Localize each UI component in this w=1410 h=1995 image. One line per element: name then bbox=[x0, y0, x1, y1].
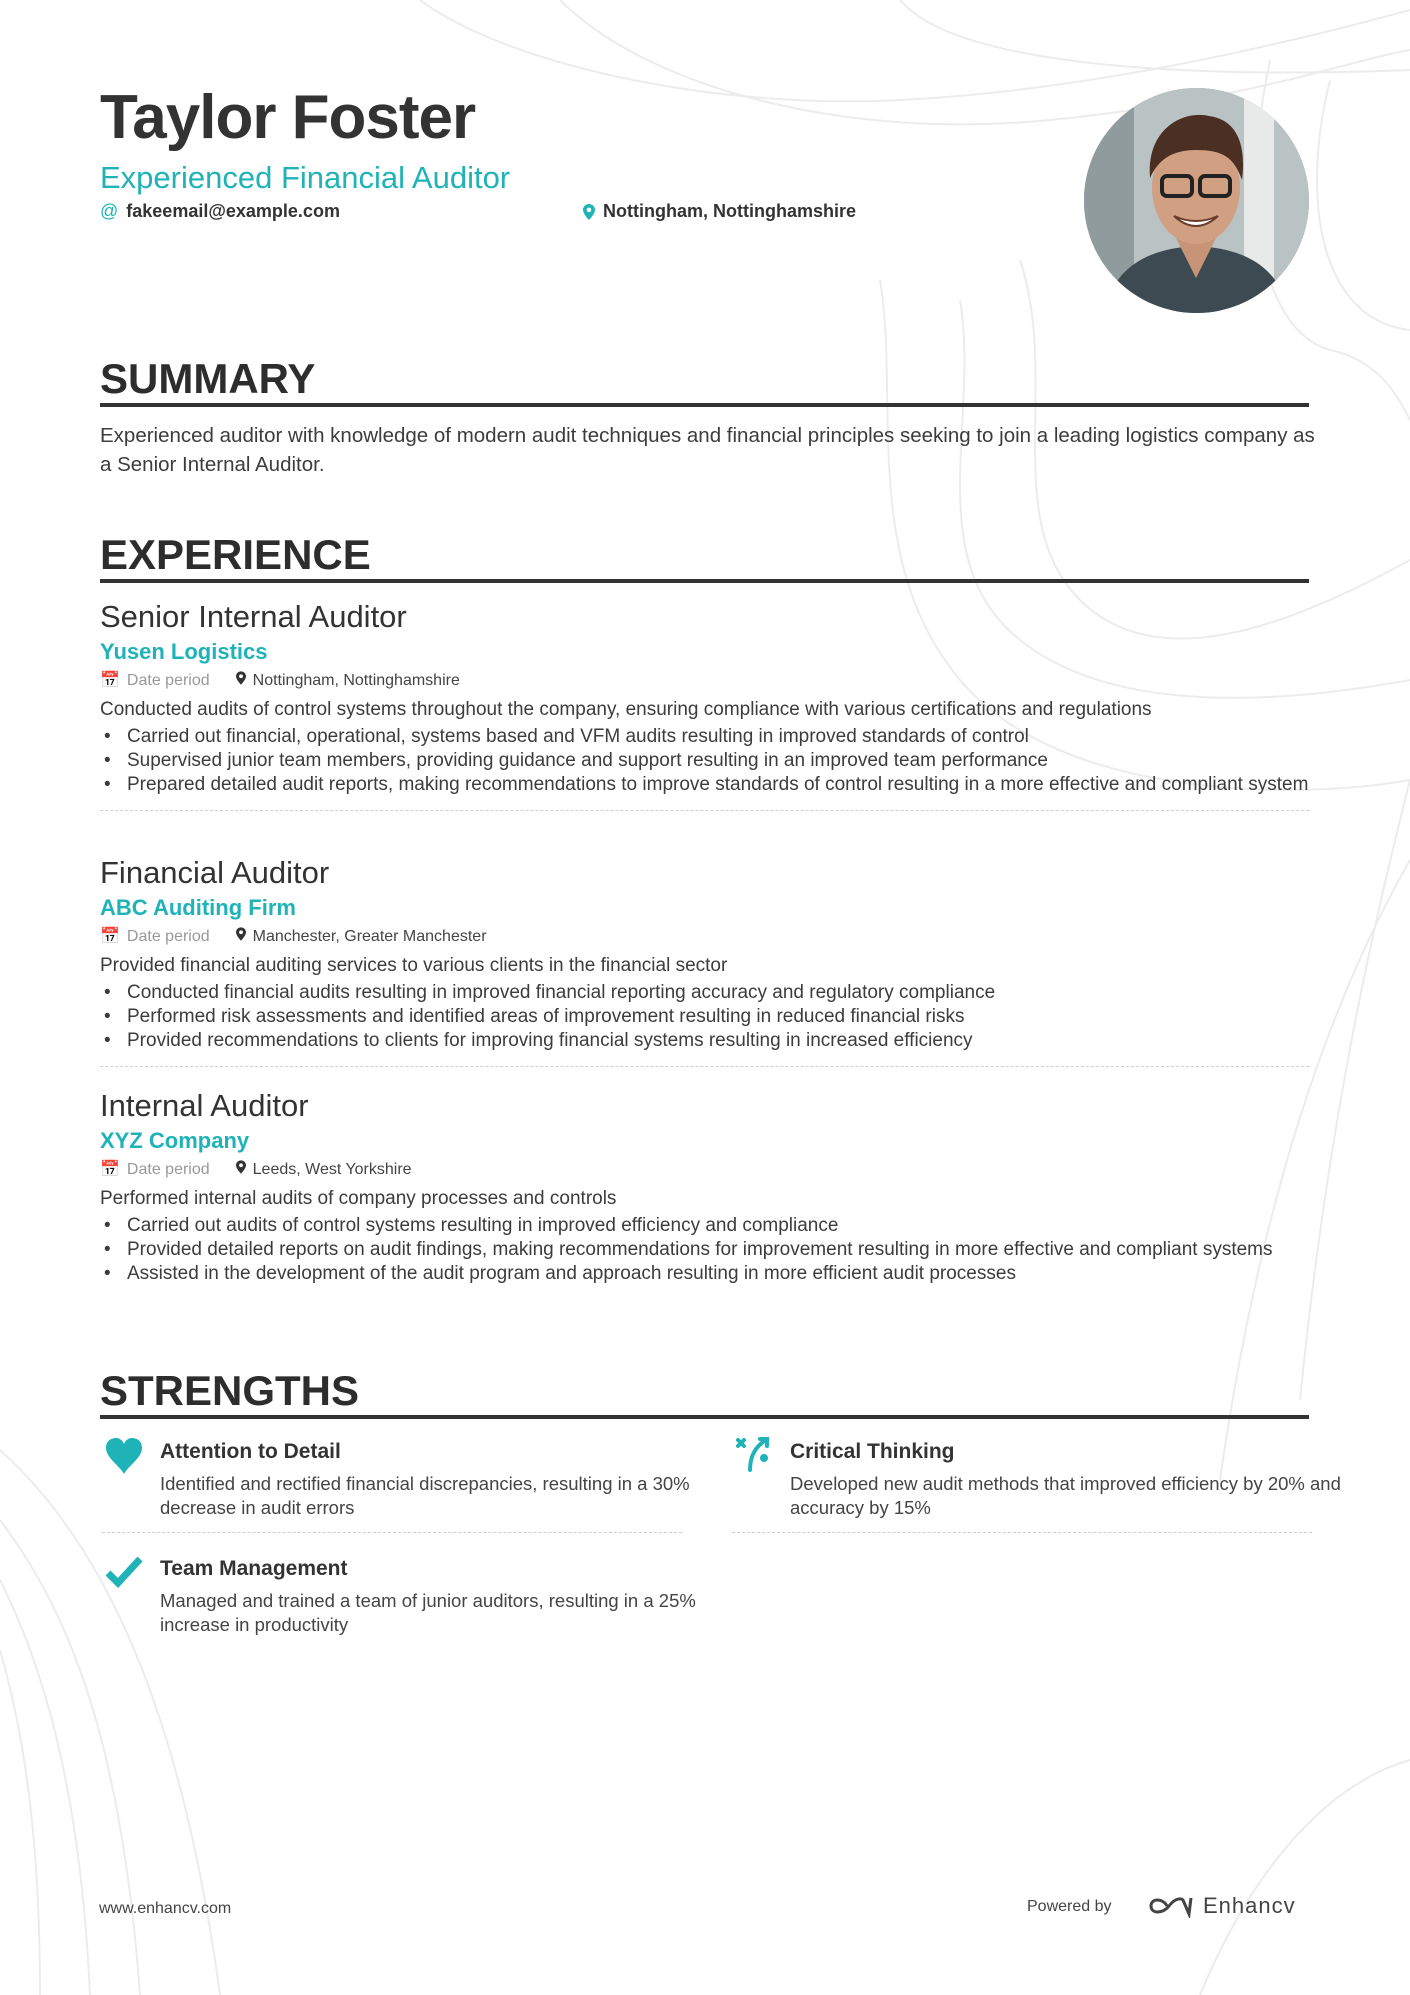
strength-title: Team Management bbox=[160, 1557, 348, 1580]
job-meta bbox=[100, 669, 1309, 693]
job-date: Date period bbox=[126, 672, 210, 689]
experience-heading: EXPERIENCE bbox=[100, 533, 1309, 583]
email-text[interactable]: fakeemail@example.com bbox=[126, 201, 340, 221]
strategy-icon bbox=[734, 1434, 774, 1474]
job-location: Manchester, Greater Manchester bbox=[252, 928, 487, 945]
job-title: Internal Auditor bbox=[100, 1088, 309, 1123]
calendar-icon: 📅 bbox=[100, 928, 120, 945]
footer-website[interactable]: www.enhancv.com bbox=[99, 1900, 232, 1917]
profile-photo bbox=[1084, 88, 1309, 313]
job-meta bbox=[100, 925, 1309, 949]
strength-description: Identified and rectified financial discrepancies, resulting in a 30% decrease in audit errors bbox=[160, 1473, 690, 1518]
enhancv-brand-text: Enhancv bbox=[1203, 1893, 1296, 1918]
check-icon bbox=[104, 1553, 144, 1593]
job-meta bbox=[100, 1158, 1309, 1182]
job-description: Performed internal audits of company processes and controls bbox=[100, 1188, 617, 1209]
location-pin-icon bbox=[583, 204, 595, 220]
footer-powered-by: Powered by bbox=[1027, 1898, 1112, 1915]
summary-text: Experienced auditor with knowledge of modern audit techniques and financial principles seeking to join a leading logistics company as a Senior Internal Auditor. bbox=[100, 424, 1315, 476]
strength-item bbox=[160, 1438, 740, 1533]
job-date: Date period bbox=[126, 1161, 210, 1178]
job-description: Provided financial auditing services to various clients in the financial sector bbox=[100, 955, 728, 976]
company-name: Yusen Logistics bbox=[100, 639, 268, 664]
contact-location bbox=[583, 201, 856, 222]
job-bullet: • Provided detailed reports on audit findings, making recommendations for improvement resulting in more effective and compliant systems bbox=[100, 1238, 1309, 1262]
job-date: Date period bbox=[126, 928, 210, 945]
divider bbox=[100, 1066, 1309, 1067]
job-bullet: • Carried out financial, operational, systems based and VFM audits resulting in improved standards of control bbox=[100, 725, 1309, 749]
job-bullet: • Carried out audits of control systems resulting in improved efficiency and compliance bbox=[100, 1214, 1309, 1238]
divider bbox=[100, 810, 1309, 811]
strength-title: Critical Thinking bbox=[790, 1440, 955, 1463]
job-bullets bbox=[100, 725, 1309, 797]
job-location: Leeds, West Yorkshire bbox=[252, 1161, 412, 1178]
calendar-icon: 📅 bbox=[100, 1161, 120, 1178]
job-bullet: • Provided recommendations to clients for improving financial systems resulting in increased efficiency bbox=[100, 1029, 1309, 1053]
enhancv-logo[interactable] bbox=[1147, 1893, 1296, 1919]
job-bullets bbox=[100, 1214, 1309, 1286]
experience-entry bbox=[100, 598, 1309, 811]
divider bbox=[102, 1532, 682, 1533]
candidate-name: Taylor Foster bbox=[100, 83, 476, 152]
enhancv-logo-icon bbox=[1147, 1894, 1193, 1918]
strengths-heading: STRENGTHS bbox=[100, 1369, 1309, 1419]
location-pin-icon bbox=[236, 928, 246, 945]
strength-item bbox=[160, 1555, 740, 1637]
job-description: Conducted audits of control systems throughout the company, ensuring compliance with various certifications and regulations bbox=[100, 699, 1152, 720]
heart-icon bbox=[104, 1436, 144, 1476]
location-pin-icon bbox=[236, 1161, 246, 1178]
summary-heading: SUMMARY bbox=[100, 357, 1309, 407]
location-pin-icon bbox=[236, 672, 246, 689]
at-icon: @ bbox=[100, 201, 119, 221]
strength-item bbox=[790, 1438, 1370, 1533]
experience-entry bbox=[100, 1087, 1309, 1286]
experience-entry bbox=[100, 854, 1309, 1067]
strength-description: Developed new audit methods that improved efficiency by 20% and accuracy by 15% bbox=[790, 1473, 1341, 1518]
strength-description: Managed and trained a team of junior auditors, resulting in a 25% increase in productivity bbox=[160, 1590, 696, 1635]
job-bullet: • Performed risk assessments and identified areas of improvement resulting in reduced financial risks bbox=[100, 1005, 1309, 1029]
calendar-icon: 📅 bbox=[100, 672, 120, 689]
job-bullet: • Prepared detailed audit reports, making recommendations to improve standards of control resulting in a more effective and compliant system bbox=[100, 773, 1309, 797]
contact-email[interactable] bbox=[100, 201, 340, 222]
job-bullet: • Conducted financial audits resulting in improved financial reporting accuracy and regulatory compliance bbox=[100, 981, 1309, 1005]
job-bullet: • Supervised junior team members, providing guidance and support resulting in an improved team performance bbox=[100, 749, 1309, 773]
company-name: ABC Auditing Firm bbox=[100, 895, 296, 920]
job-bullets bbox=[100, 981, 1309, 1053]
location-text: Nottingham, Nottinghamshire bbox=[603, 201, 856, 221]
divider bbox=[732, 1532, 1312, 1533]
job-title: Financial Auditor bbox=[100, 855, 330, 890]
company-name: XYZ Company bbox=[100, 1128, 250, 1153]
job-bullet: • Assisted in the development of the audit program and approach resulting in more efficient audit processes bbox=[100, 1262, 1309, 1286]
job-location: Nottingham, Nottinghamshire bbox=[252, 672, 460, 689]
candidate-title: Experienced Financial Auditor bbox=[100, 160, 511, 195]
strength-title: Attention to Detail bbox=[160, 1440, 341, 1463]
job-title: Senior Internal Auditor bbox=[100, 599, 407, 634]
